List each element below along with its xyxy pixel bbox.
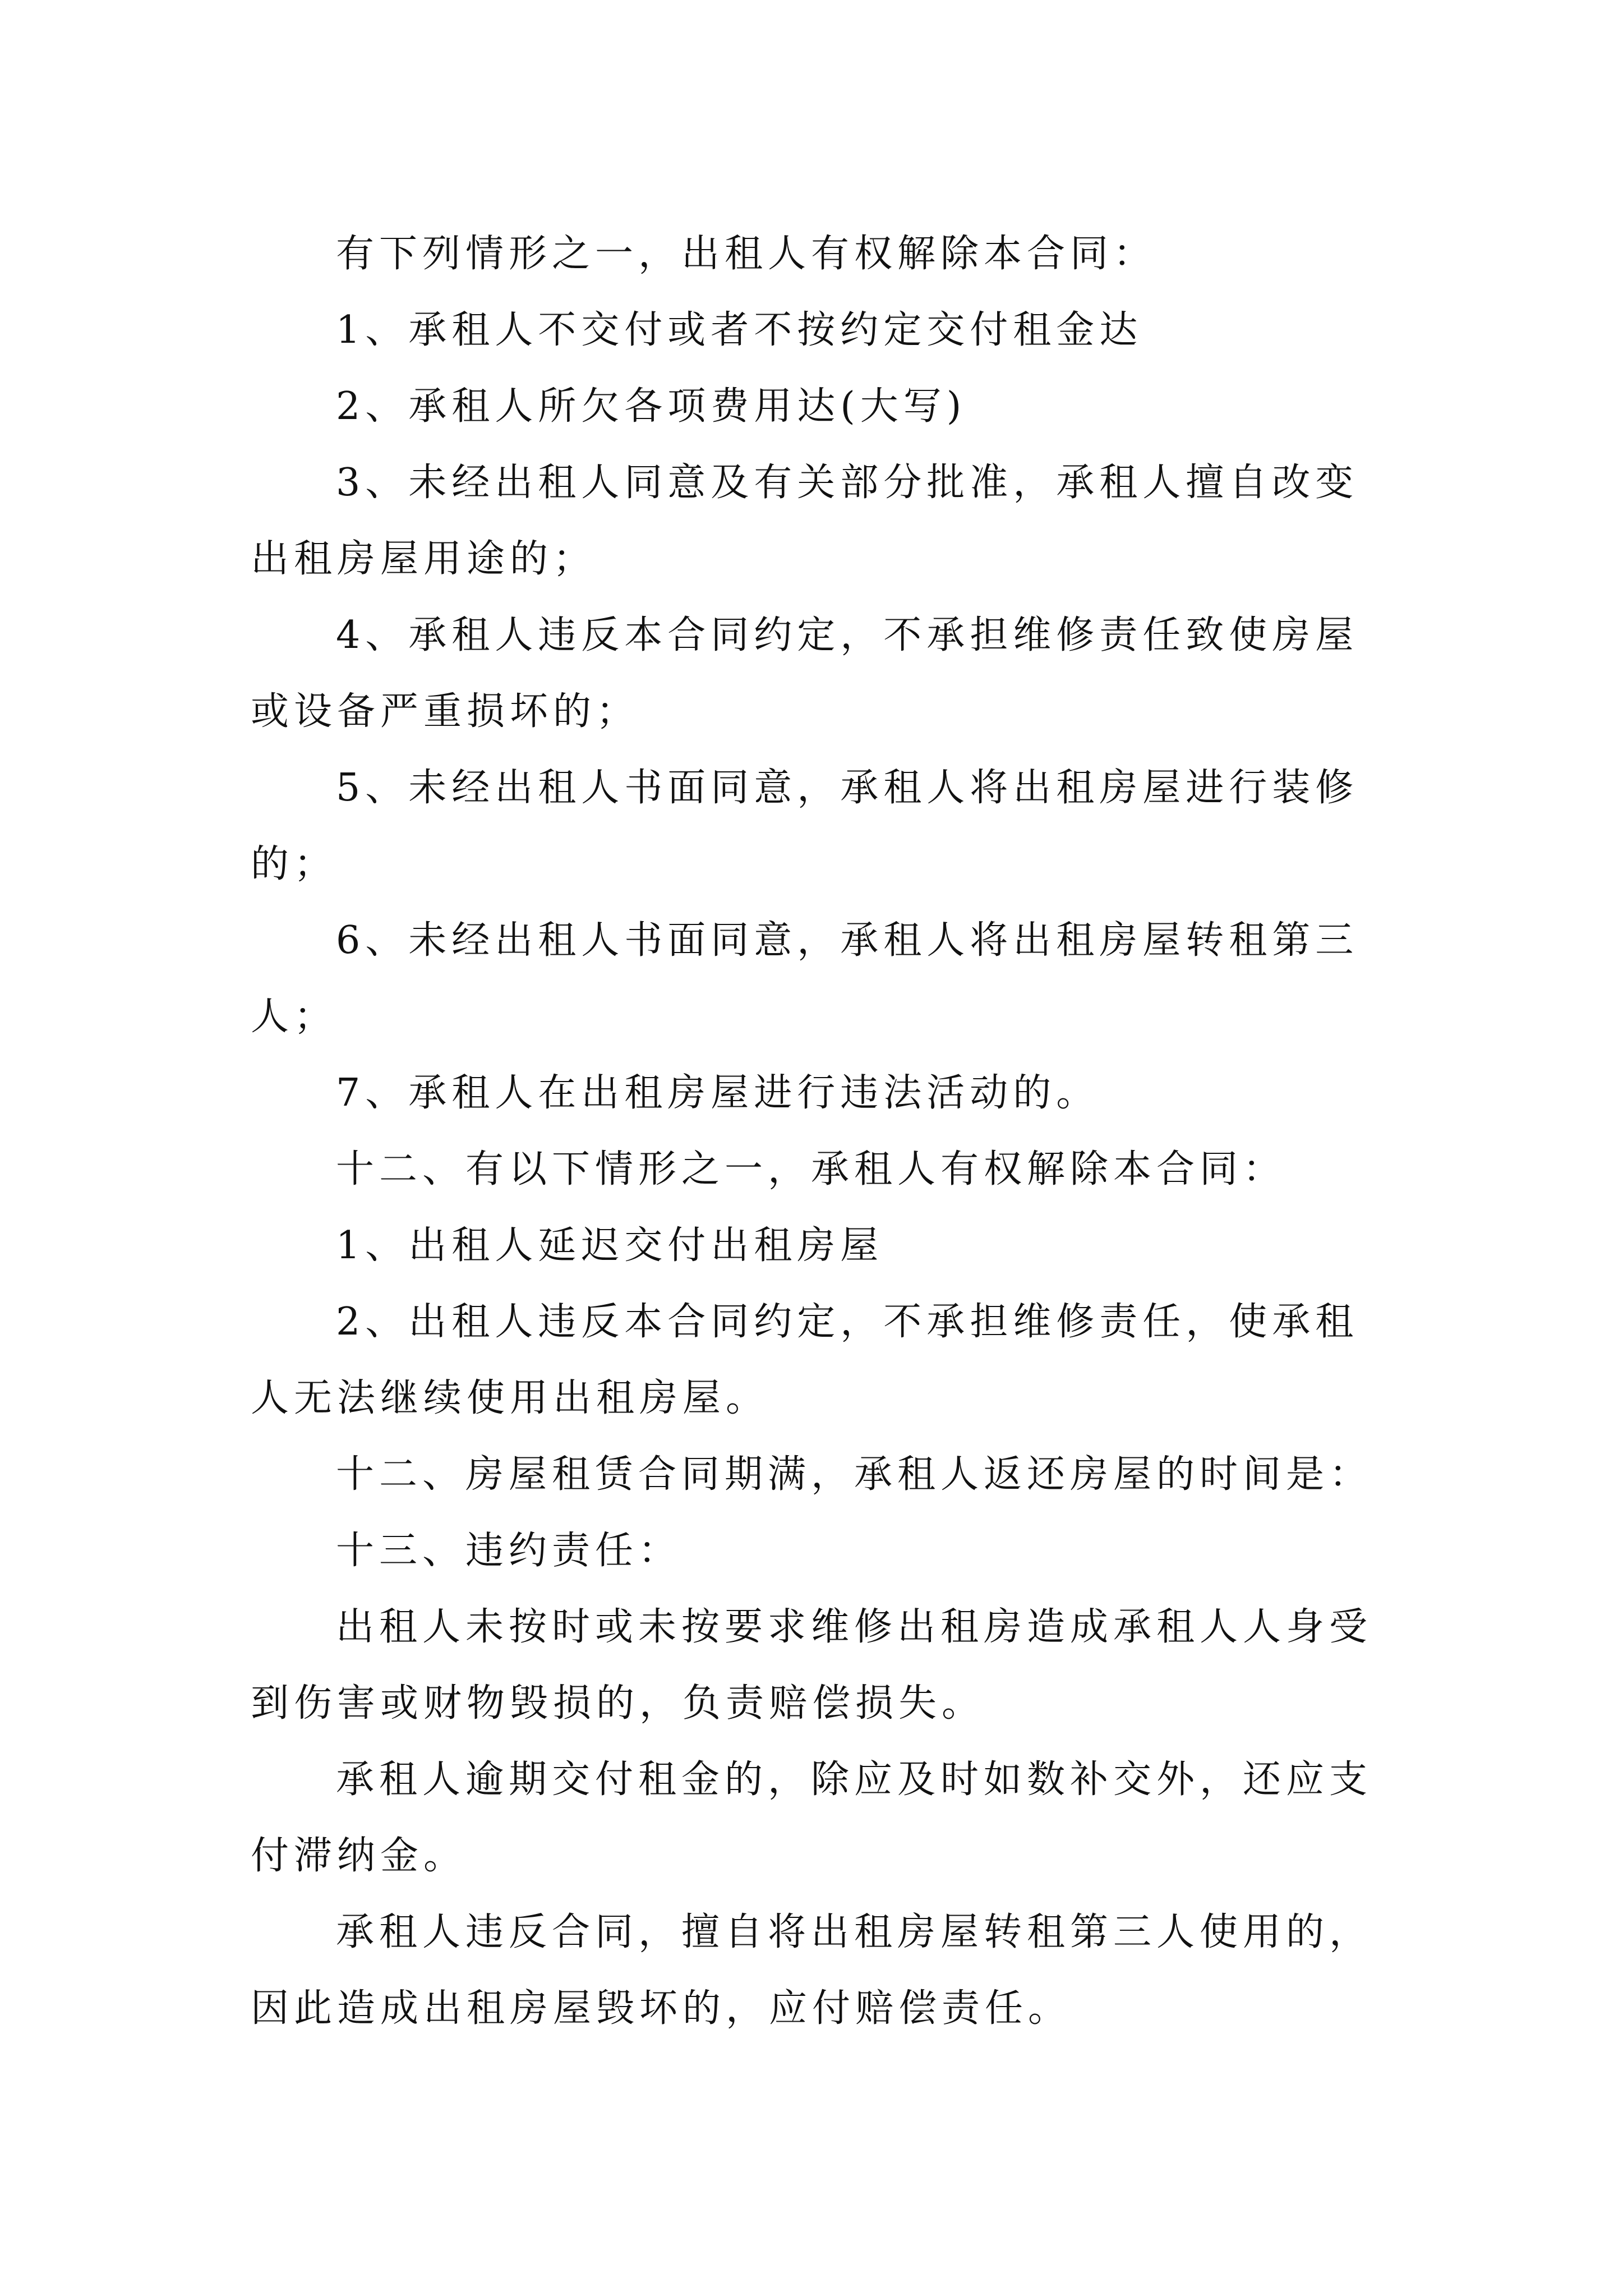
paragraph-item-1-rent-unpaid: 1、承租人不交付或者不按约定交付租金达 <box>336 308 1143 352</box>
paragraph-lessee-item-1: 1、出租人延迟交付出租房屋 <box>336 1223 884 1268</box>
paragraph-item-6-sublet: 6、未经出租人书面同意，承租人将出租房屋转租第三人； <box>251 918 1359 1039</box>
paragraph-liability-sublet: 承租人违反合同，擅自将出租房屋转租第三人使用的，因此造成出租房屋毁坏的，应付赔偿责任。 <box>251 1910 1373 2031</box>
paragraph-lessee-item-2: 2、出租人违反本合同约定，不承担维修责任，使承租人无法继续使用出租房屋。 <box>251 1300 1359 1420</box>
paragraph-item-5-renovation: 5、未经出租人书面同意，承租人将出租房屋进行装修的； <box>251 766 1359 886</box>
paragraph-liability-heading: 十三、违约责任： <box>336 1529 682 1573</box>
paragraph-item-3-change-use: 3、未经出租人同意及有关部分批准，承租人擅自改变出租房屋用途的； <box>251 461 1359 581</box>
paragraph-liability-late-rent: 承租人逾期交付租金的，除应及时如数补交外，还应支付滞纳金。 <box>251 1757 1373 1878</box>
paragraph-termination-by-lessee: 十二、有以下情形之一，承租人有权解除本合同： <box>336 1147 1287 1191</box>
paragraph-item-4-damage: 4、承租人违反本合同约定，不承担维修责任致使房屋或设备严重损坏的； <box>251 613 1359 734</box>
paragraph-return-time: 十二、房屋租赁合同期满，承租人返还房屋的时间是： <box>336 1452 1373 1497</box>
paragraph-item-2-fees-owed: 2、承租人所欠各项费用达(大写) <box>336 384 967 429</box>
paragraph-termination-by-lessor: 有下列情形之一，出租人有权解除本合同： <box>336 232 1157 276</box>
paragraph-item-7-illegal-activity: 7、承租人在出租房屋进行违法活动的。 <box>336 1071 1100 1115</box>
paragraph-liability-lessor: 出租人未按时或未按要求维修出租房造成承租人人身受到伤害或财物毁损的，负责赔偿损失。 <box>251 1605 1373 1726</box>
document-body <box>251 216 1389 2047</box>
